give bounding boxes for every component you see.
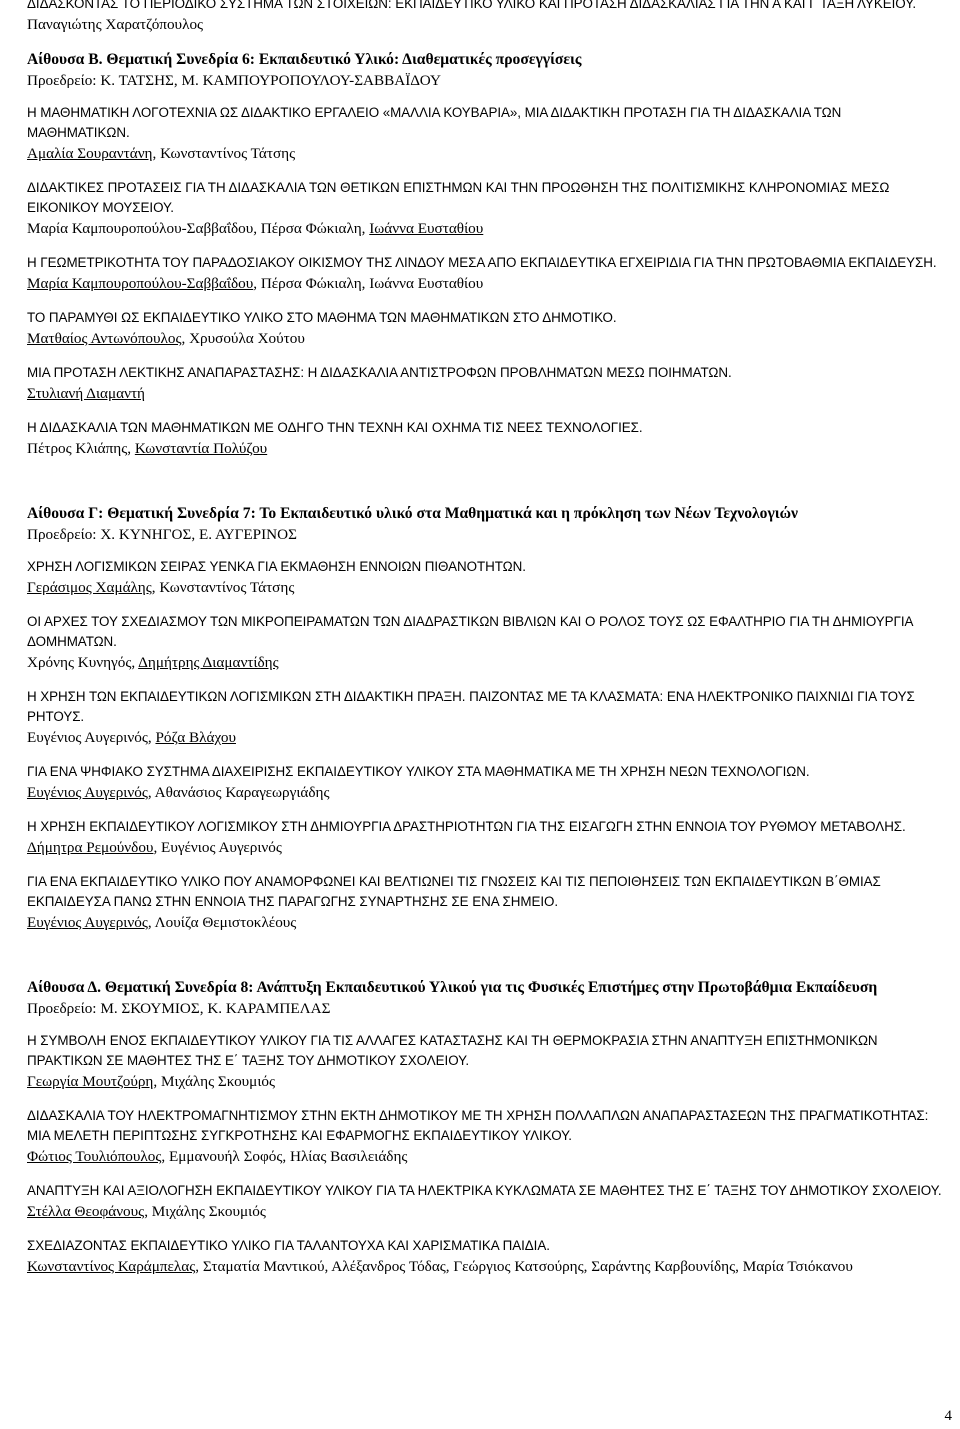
talk-authors (27, 782, 942, 803)
talk-authors (27, 273, 942, 294)
co-authors: Μαρία Καμπουροπούλου-Σαββαΐδου, Πέρσα Φώκιαλη, (27, 220, 370, 237)
session-heading: Αίθουσα Γ: Θεματική Συνεδρία 7: Το Εκπαιδευτικό υλικό στα Μαθηματικά και η πρόκληση των Νέων Τεχνολογιών (27, 505, 798, 522)
talk-title: Η ΔΙΔΑΣΚΑΛΙΑ ΤΩΝ ΜΑΘΗΜΑΤΙΚΩΝ ΜΕ ΟΔΗΓΟ ΤΗΝ ΤΕΧΝΗ ΚΑΙ ΟΧΗΜΑ ΤΙΣ ΝΕΕΣ ΤΕΧΝΟΛΟΓΙΕΣ. (27, 420, 643, 435)
talk-item (27, 1106, 942, 1167)
co-authors: , Μιχάλης Σκουμιός (144, 1203, 266, 1220)
co-authors: , Χρυσούλα Χούτου (181, 330, 305, 347)
talk-item (27, 687, 942, 748)
talk-title: ΑΝΑΠΤΥΞΗ ΚΑΙ ΑΞΙΟΛΟΓΗΣΗ ΕΚΠΑΙΔΕΥΤΙΚΟΥ ΥΛΙΚΟΥ ΓΙΑ ΤΑ ΗΛΕΚΤΡΙΚΑ ΚΥΚΛΩΜΑΤΑ ΣΕ ΜΑΘΗΤΕΣ ΤΗΣ Ε΄ ΤΑΞΗΣ ΤΟΥ ΔΗΜΟΤΙΚΟΥ ΣΧΟΛΕΙΟΥ. (27, 1183, 942, 1198)
presenting-author: Ρόζα Βλάχου (155, 729, 236, 746)
presenting-author: Μαρία Καμπουροπούλου-Σαββαΐδου (27, 275, 254, 292)
talk-authors (27, 652, 942, 673)
talk-title: ΣΧΕΔΙΑΖΟΝΤΑΣ ΕΚΠΑΙΔΕΥΤΙΚΟ ΥΛΙΚΟ ΓΙΑ ΤΑΛΑΝΤΟΥΧΑ ΚΑΙ ΧΑΡΙΣΜΑΤΙΚΑ ΠΑΙΔΙΑ. (27, 1238, 550, 1253)
talk-authors (27, 383, 942, 404)
co-authors: , Πέρσα Φώκιαλη, Ιωάννα Ευσταθίου (253, 275, 484, 292)
presenting-author: Φώτιος Τουλιόπουλος (27, 1148, 162, 1165)
co-authors: Πέτρος Κλιάπης, (27, 440, 135, 457)
presenting-author: Ιωάννα Ευσταθίου (369, 220, 484, 237)
presenting-author: Δημήτρης Διαμαντίδης (138, 654, 279, 671)
talk-title: Η ΧΡΗΣΗ ΕΚΠΑΙΔΕΥΤΙΚΟΥ ΛΟΓΙΣΜΙΚΟΥ ΣΤΗ ΔΗΜΙΟΥΡΓΙΑ ΔΡΑΣΤΗΡΙΟΤΗΤΩΝ ΓΙΑ ΤΗΣ ΕΙΣΑΓΩΓΗ ΣΤΗΝ ΕΝΝΟΙΑ ΤΟΥ ΡΥΘΜΟΥ ΜΕΤΑΒΟΛΗΣ. (27, 819, 906, 834)
talk-authors: Παναγιώτης Χαρατζόπουλος (27, 16, 204, 33)
co-authors: , Σταματία Μαντικού, Αλέξανδρος Τόδας, Γεώργιος Κατσούρης, Σαράντης Καρβουνίδης, Μαρία Τσιόκανου (195, 1258, 853, 1275)
session-chairs: Προεδρείο: Μ. ΣΚΟΥΜΙΟΣ, Κ. ΚΑΡΑΜΠΕΛΑΣ (27, 1000, 331, 1017)
talk-authors (27, 1201, 942, 1222)
co-authors: , Κωνσταντίνος Τάτσης (151, 579, 295, 596)
talk-item (27, 872, 942, 933)
presenting-author: Ευγένιος Αυγερινός (27, 784, 148, 801)
presenting-author: Ματθαίος Αντωνόπουλος (27, 330, 182, 347)
session-chairs: Προεδρείο: Κ. ΤΑΤΣΗΣ, Μ. ΚΑΜΠΟΥΡΟΠΟΥΛΟΥ-ΣΑΒΒΑΪΔΟΥ (27, 72, 441, 89)
talk-authors (27, 912, 942, 933)
talk-title: ΓΙΑ ΕΝΑ ΕΚΠΑΙΔΕΥΤΙΚΟ ΥΛΙΚΟ ΠΟΥ ΑΝΑΜΟΡΦΩΝΕΙ ΚΑΙ ΒΕΛΤΙΩΝΕΙ ΤΙΣ ΓΝΩΣΕΙΣ ΚΑΙ ΤΙΣ ΠΕΠΟΙΘΗΣΕΙΣ ΤΩΝ ΕΚΠΑΙΔΕΥΤΙΚΩΝ Β΄ΘΜΙΑΣ ΕΚΠΑΙΔΕΥΣΑ ΠΑΝΩ ΣΤΗΝ ΕΝΝΟΙΑ ΤΗΣ ΠΑΡΑΓΩΓΗΣ ΣΥΝΑΡΤΗΣΗΣ ΣΕ ΕΝΑ ΣΗΜΕΙΟ. (27, 874, 881, 909)
talk-authors (27, 328, 942, 349)
talk-title: Η ΜΑΘΗΜΑΤΙΚΗ ΛΟΓΟΤΕΧΝΙΑ ΩΣ ΔΙΔΑΚΤΙΚΟ ΕΡΓΑΛΕΙΟ «ΜΑΛΛΙΑ ΚΟΥΒΑΡΙΑ», ΜΙΑ ΔΙΔΑΚΤΙΚΗ ΠΡΟΤΑΣΗ ΓΙΑ ΤΗ ΔΙΔΑΣΚΑΛΙΑ ΤΩΝ ΜΑΘΗΜΑΤΙΚΩΝ. (27, 105, 842, 140)
presenting-author: Κωνσταντία Πολύζου (134, 440, 268, 457)
talk-authors (27, 1071, 942, 1092)
talk-item (27, 817, 942, 858)
talk-title: Η ΧΡΗΣΗ ΤΩΝ ΕΚΠΑΙΔΕΥΤΙΚΩΝ ΛΟΓΙΣΜΙΚΩΝ ΣΤΗ ΔΙΔΑΚΤΙΚΗ ΠΡΑΞΗ. ΠΑΙΖΟΝΤΑΣ ΜΕ ΤΑ ΚΛΑΣΜΑΤΑ: ΕΝΑ ΗΛΕΚΤΡΟΝΙΚΟ ΠΑΙΧΝΙΔΙ ΓΙΑ ΤΟΥΣ ΡΗΤΟΥΣ. (27, 689, 915, 724)
page-number: 4 (944, 1408, 952, 1424)
talk-title: Η ΓΕΩΜΕΤΡΙΚΟΤΗΤΑ ΤΟΥ ΠΑΡΑΔΟΣΙΑΚΟΥ ΟΙΚΙΣΜΟΥ ΤΗΣ ΛΙΝΔΟΥ ΜΕΣΑ ΑΠΟ ΕΚΠΑΙΔΕΥΤΙΚΑ ΕΓΧΕΙΡΙΔΙΑ ΓΙΑ ΤΗΝ ΠΡΩΤΟΒΑΘΜΙΑ ΕΚΠΑΙΔΕΥΣΗ. (27, 255, 937, 270)
block-session-g (27, 503, 942, 933)
talk-authors (27, 1146, 942, 1167)
talk-authors (27, 218, 942, 239)
talk-title: ΤΟ ΠΑΡΑΜΥΘΙ ΩΣ ΕΚΠΑΙΔΕΥΤΙΚΟ ΥΛΙΚΟ ΣΤΟ ΜΑΘΗΜΑ ΤΩΝ ΜΑΘΗΜΑΤΙΚΩΝ ΣΤΟ ΔΗΜΟΤΙΚΟ. (27, 310, 617, 325)
co-authors: , Μιχάλης Σκουμιός (153, 1073, 276, 1090)
presenting-author: Κωνσταντίνος Καράμπελας (27, 1258, 196, 1275)
talk-authors (27, 143, 942, 164)
talk-authors (27, 577, 942, 598)
talk-item (27, 178, 942, 239)
talk-title: ΔΙΔΑΚΤΙΚΕΣ ΠΡΟΤΑΣΕΙΣ ΓΙΑ ΤΗ ΔΙΔΑΣΚΑΛΙΑ ΤΩΝ ΘΕΤΙΚΩΝ ΕΠΙΣΤΗΜΩΝ ΚΑΙ ΤΗΝ ΠΡΟΩΘΗΣΗ ΤΗΣ ΠΟΛΙΤΙΣΜΙΚΗΣ ΚΛΗΡΟΝΟΜΙΑΣ ΜΕΣΩ ΕΙΚΟΝΙΚΟΥ ΜΟΥΣΕΙΟΥ. (27, 180, 890, 215)
presenting-author: Δήμητρα Ρεμούνδου (27, 839, 154, 856)
co-authors: , Κωνσταντίνος Τάτσης (152, 145, 296, 162)
presenting-author: Γεωργία Μουτζούρη (27, 1073, 154, 1090)
talk-title: Η ΣΥΜΒΟΛΗ ΕΝΟΣ ΕΚΠΑΙΔΕΥΤΙΚΟΥ ΥΛΙΚΟΥ ΓΙΑ ΤΙΣ ΑΛΛΑΓΕΣ ΚΑΤΑΣΤΑΣΗΣ ΚΑΙ ΤΗ ΘΕΡΜΟΚΡΑΣΙΑ ΣΤΗΝ ΑΝΑΠΤΥΞΗ ΕΠΙΣΤΗΜΟΝΙΚΩΝ ΠΡΑΚΤΙΚΩΝ ΣΕ ΜΑΘΗΤΕΣ ΤΗΣ Ε΄ ΤΑΞΗΣ ΤΟΥ ΔΗΜΟΤΙΚΟΥ ΣΧΟΛΕΙΟΥ. (27, 1033, 878, 1068)
block-session-b (27, 0, 942, 459)
talk-item (27, 0, 942, 35)
session-heading: Αίθουσα Δ. Θεματική Συνεδρία 8: Ανάπτυξη Εκπαιδευτικού Υλικού για τις Φυσικές Επιστήμες στην Πρωτοβάθμια Εκπαίδευση (27, 979, 878, 996)
talk-authors (27, 727, 942, 748)
co-authors: , Εμμανουήλ Σοφός, Ηλίας Βασιλειάδης (161, 1148, 408, 1165)
presenting-author: Γεράσιμος Χαμάλης (27, 579, 152, 596)
block-session-d (27, 977, 942, 1277)
talk-item (27, 1181, 942, 1222)
session-header (27, 977, 942, 1019)
talk-title: ΔΙΔΑΣΚΑΛΙΑ ΤΟΥ ΗΛΕΚΤΡΟΜΑΓΝΗΤΙΣΜΟΥ ΣΤΗΝ ΕΚΤΗ ΔΗΜΟΤΙΚΟΥ ΜΕ ΤΗ ΧΡΗΣΗ ΠΟΛΛΑΠΛΩΝ ΑΝΑΠΑΡΑΣΤΑΣΕΩΝ ΤΗΣ ΠΡΑΓΜΑΤΙΚΟΤΗΤΑΣ: ΜΙΑ ΜΕΛΕΤΗ ΠΕΡΙΠΤΩΣΗΣ ΣΥΓΚΡΟΤΗΣΗΣ ΚΑΙ ΕΦΑΡΜΟΓΗΣ ΕΚΠΑΙΔΕΥΤΙΚΟΥ ΥΛΙΚΟΥ. (27, 1108, 929, 1143)
talk-title: ΜΙΑ ΠΡΟΤΑΣΗ ΛΕΚΤΙΚΗΣ ΑΝΑΠΑΡΑΣΤΑΣΗΣ: Η ΔΙΔΑΣΚΑΛΙΑ ΑΝΤΙΣΤΡΟΦΩΝ ΠΡΟΒΛΗΜΑΤΩΝ ΜΕΣΩ ΠΟΙΗΜΑΤΩΝ. (27, 365, 732, 380)
talk-item (27, 363, 942, 404)
talk-item (27, 253, 942, 294)
talk-title: ΟΙ ΑΡΧΕΣ ΤΟΥ ΣΧΕΔΙΑΣΜΟΥ ΤΩΝ ΜΙΚΡΟΠΕΙΡΑΜΑΤΩΝ ΤΩΝ ΔΙΑΔΡΑΣΤΙΚΩΝ ΒΙΒΛΙΩΝ ΚΑΙ Ο ΡΟΛΟΣ ΤΟΥΣ ΩΣ ΕΦΑΛΤΗΡΙΟ ΓΙΑ ΤΗ ΔΗΜΙΟΥΡΓΙΑ ΔΟΜΗΜΑΤΩΝ. (27, 614, 913, 649)
co-authors: Ευγένιος Αυγερινός, (27, 729, 156, 746)
talk-item (27, 1031, 942, 1092)
talk-item (27, 1236, 942, 1277)
presenting-author: Στυλιανή Διαμαντή (27, 385, 145, 402)
talk-item (27, 557, 942, 598)
co-authors: , Λουίζα Θεμιστοκλέους (147, 914, 297, 931)
session-chairs: Προεδρείο: Χ. ΚΥΝΗΓΟΣ, Ε. ΑΥΓΕΡΙΝΟΣ (27, 526, 297, 543)
session-header (27, 49, 942, 91)
talk-authors (27, 837, 942, 858)
session-heading: Αίθουσα Β. Θεματική Συνεδρία 6: Εκπαιδευτικό Υλικό: Διαθεματικές προσεγγίσεις (27, 51, 582, 68)
page-content (27, 0, 942, 1277)
talk-item (27, 762, 942, 803)
talk-item (27, 308, 942, 349)
presenting-author: Ευγένιος Αυγερινός (27, 914, 148, 931)
co-authors: , Ευγένιος Αυγερινός (153, 839, 282, 856)
talk-item (27, 103, 942, 164)
talk-authors (27, 438, 942, 459)
talk-authors (27, 1256, 942, 1277)
talk-item (27, 418, 942, 459)
presenting-author: Στέλλα Θεοφάνους (27, 1203, 145, 1220)
talk-item (27, 612, 942, 673)
presenting-author: Αμαλία Σουραντάνη (27, 145, 153, 162)
talk-title: ΔΙΔΑΣΚΟΝΤΑΣ ΤΟ ΠΕΡΙΟΔΙΚΟ ΣΥΣΤΗΜΑ ΤΩΝ ΣΤΟΙΧΕΙΩΝ: ΕΚΠΑΙΔΕΥΤΙΚΟ ΥΛΙΚΟ ΚΑΙ ΠΡΟΤΑΣΗ ΔΙΔΑΣΚΑΛΙΑΣ ΓΙΑ ΤΗΝ Α ΚΑΙ Γ ΤΑΞΗ ΛΥΚΕΙΟΥ. (27, 0, 917, 11)
talk-title: ΧΡΗΣΗ ΛΟΓΙΣΜΙΚΩΝ ΣΕΙΡΑΣ ΥΕΝΚΑ ΓΙΑ ΕΚΜΑΘΗΣΗ ΕΝΝΟΙΩΝ ΠΙΘΑΝΟΤΗΤΩΝ. (27, 559, 526, 574)
session-header (27, 503, 942, 545)
talk-title: ΓΙΑ ΕΝΑ ΨΗΦΙΑΚΟ ΣΥΣΤΗΜΑ ΔΙΑΧΕΙΡΙΣΗΣ ΕΚΠΑΙΔΕΥΤΙΚΟΥ ΥΛΙΚΟΥ ΣΤΑ ΜΑΘΗΜΑΤΙΚΑ ΜΕ ΤΗ ΧΡΗΣΗ ΝΕΩΝ ΤΕΧΝΟΛΟΓΙΩΝ. (27, 764, 810, 779)
co-authors: Χρόνης Κυνηγός, (27, 654, 139, 671)
co-authors: , Αθανάσιος Καραγεωργιάδης (147, 784, 330, 801)
